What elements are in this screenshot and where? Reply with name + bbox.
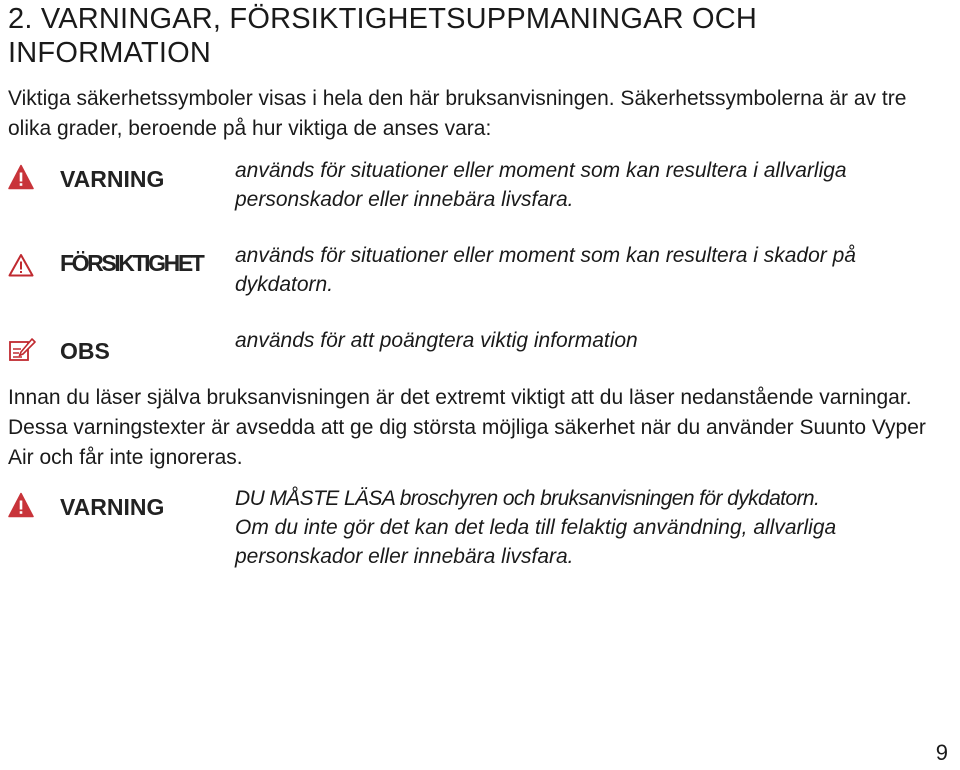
warning-triangle-icon <box>8 164 34 190</box>
symbol-row-obs <box>8 326 953 386</box>
symbol-description: används för situationer eller moment som kan resultera i skador på dykdatorn. <box>235 244 856 296</box>
section-heading: 2. VARNINGAR, FÖRSIKTIGHETSUPPMANINGAR OCH INFORMATION <box>8 3 758 69</box>
symbol-row-varning <box>8 156 953 216</box>
caution-triangle-icon <box>8 253 34 279</box>
symbol-label: FÖRSIKTIGHET <box>60 250 203 276</box>
warning-label: VARNING <box>60 494 165 520</box>
warning-text-line2: Om du inte gör det kan det leda till felaktig användning, allvarliga personskador eller innebära livsfara. <box>235 516 837 568</box>
note-pencil-icon <box>8 337 34 363</box>
warning-text <box>235 484 955 571</box>
symbol-description: används för situationer eller moment som kan resultera i allvarliga personskador eller innebära livsfara. <box>235 159 847 211</box>
warning-triangle-icon <box>8 492 34 518</box>
symbol-row-forsiktighet <box>8 241 953 301</box>
symbol-description: används för att poängtera viktig information <box>235 329 638 352</box>
symbol-label: VARNING <box>60 166 165 192</box>
before-reading-paragraph: Innan du läser själva bruksanvisningen är det extremt viktigt att du läser nedanstående varningar. Dessa varningstexter är avsedda att ge dig största möjliga säkerhet när du använder Suunto Vyper Air och får inte ignoreras. <box>8 386 926 469</box>
warning-block <box>8 484 953 574</box>
warning-text-line1: DU MÅSTE LÄSA broschyren och bruksanvisningen för dykdatorn. <box>235 487 820 510</box>
symbol-label: OBS <box>60 338 110 364</box>
page-number: 9 <box>935 740 948 765</box>
intro-paragraph: Viktiga säkerhetssymboler visas i hela den här bruksanvisningen. Säkerhetssymbolerna är av tre olika grader, beroende på hur viktiga de anses vara: <box>8 87 907 140</box>
